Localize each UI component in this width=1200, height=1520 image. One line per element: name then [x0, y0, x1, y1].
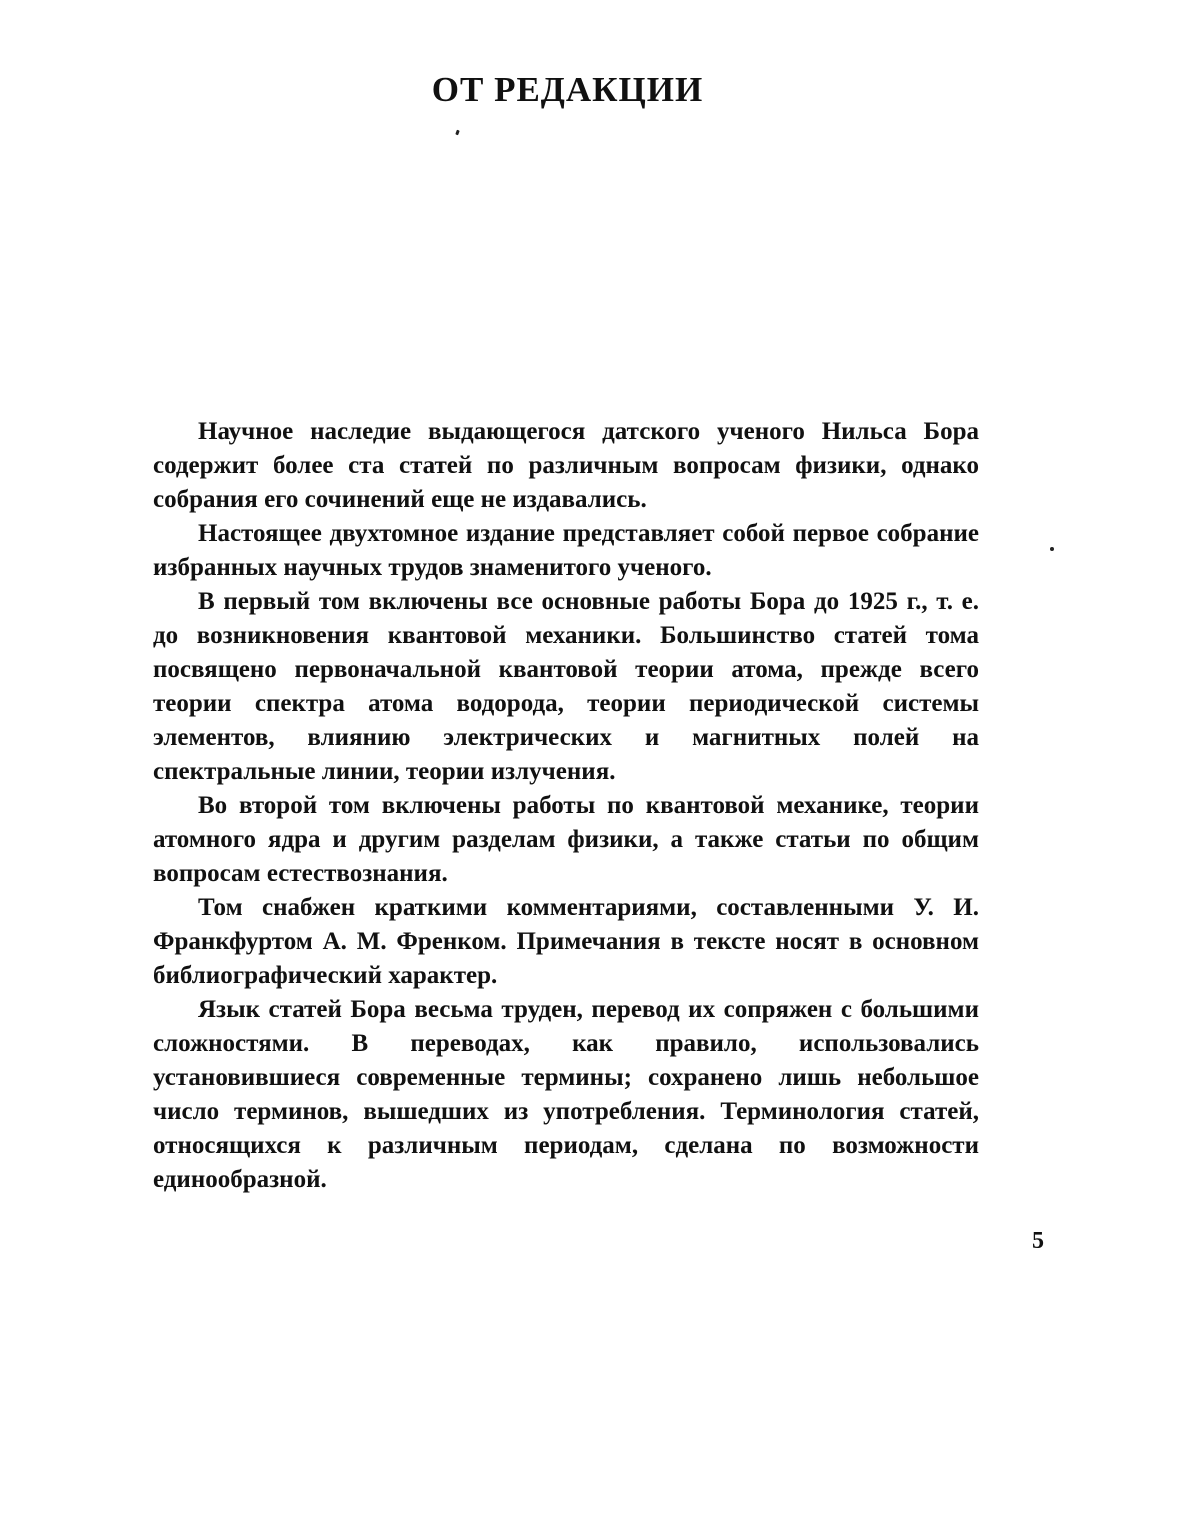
paragraph-edition: Настоящее двухтомное издание представляет собой первое собрание избранных научных трудов знаменитого ученого.	[153, 520, 979, 581]
paragraph-volume-one: В первый том включены все основные работы Бора до 1925 г., т. е. до возникновения квантовой механики. Большинство статей тома посвящено первоначальной квантовой теории атома, прежде всего теории спектра атома водорода, теории периодической системы элементов, влиянию электрических и магнитных полей на спектральные линии, теории излучения.	[153, 588, 979, 785]
body-text	[153, 415, 979, 1197]
print-speck	[455, 130, 460, 136]
print-speck	[1050, 547, 1054, 551]
page-number: 5	[1032, 1228, 1044, 1254]
paragraph-commentary: Том снабжен краткими комментариями, составленными У. И. Франкфуртом А. М. Френком. Примечания в тексте носят в основном библиографический характер.	[153, 894, 979, 989]
paragraph-volume-two: Во второй том включены работы по квантовой механике, теории атомного ядра и другим разделам физики, а также статьи по общим вопросам естествознания.	[153, 792, 979, 887]
page-title: ОТ РЕДАКЦИИ	[431, 70, 704, 109]
paragraph-language: Язык статей Бора весьма труден, перевод их сопряжен с большими сложностями. В переводах, как правило, использовались установившиеся современные термины; сохранено лишь небольшое число терминов, вышедших из употребления. Терминология статей, относящихся к различным периодам, сделана по возможности единообразной.	[153, 996, 979, 1193]
paragraph-intro: Научное наследие выдающегося датского ученого Нильса Бора содержит более ста статей по различным вопросам физики, однако собрания его сочинений еще не издавались.	[153, 418, 979, 513]
